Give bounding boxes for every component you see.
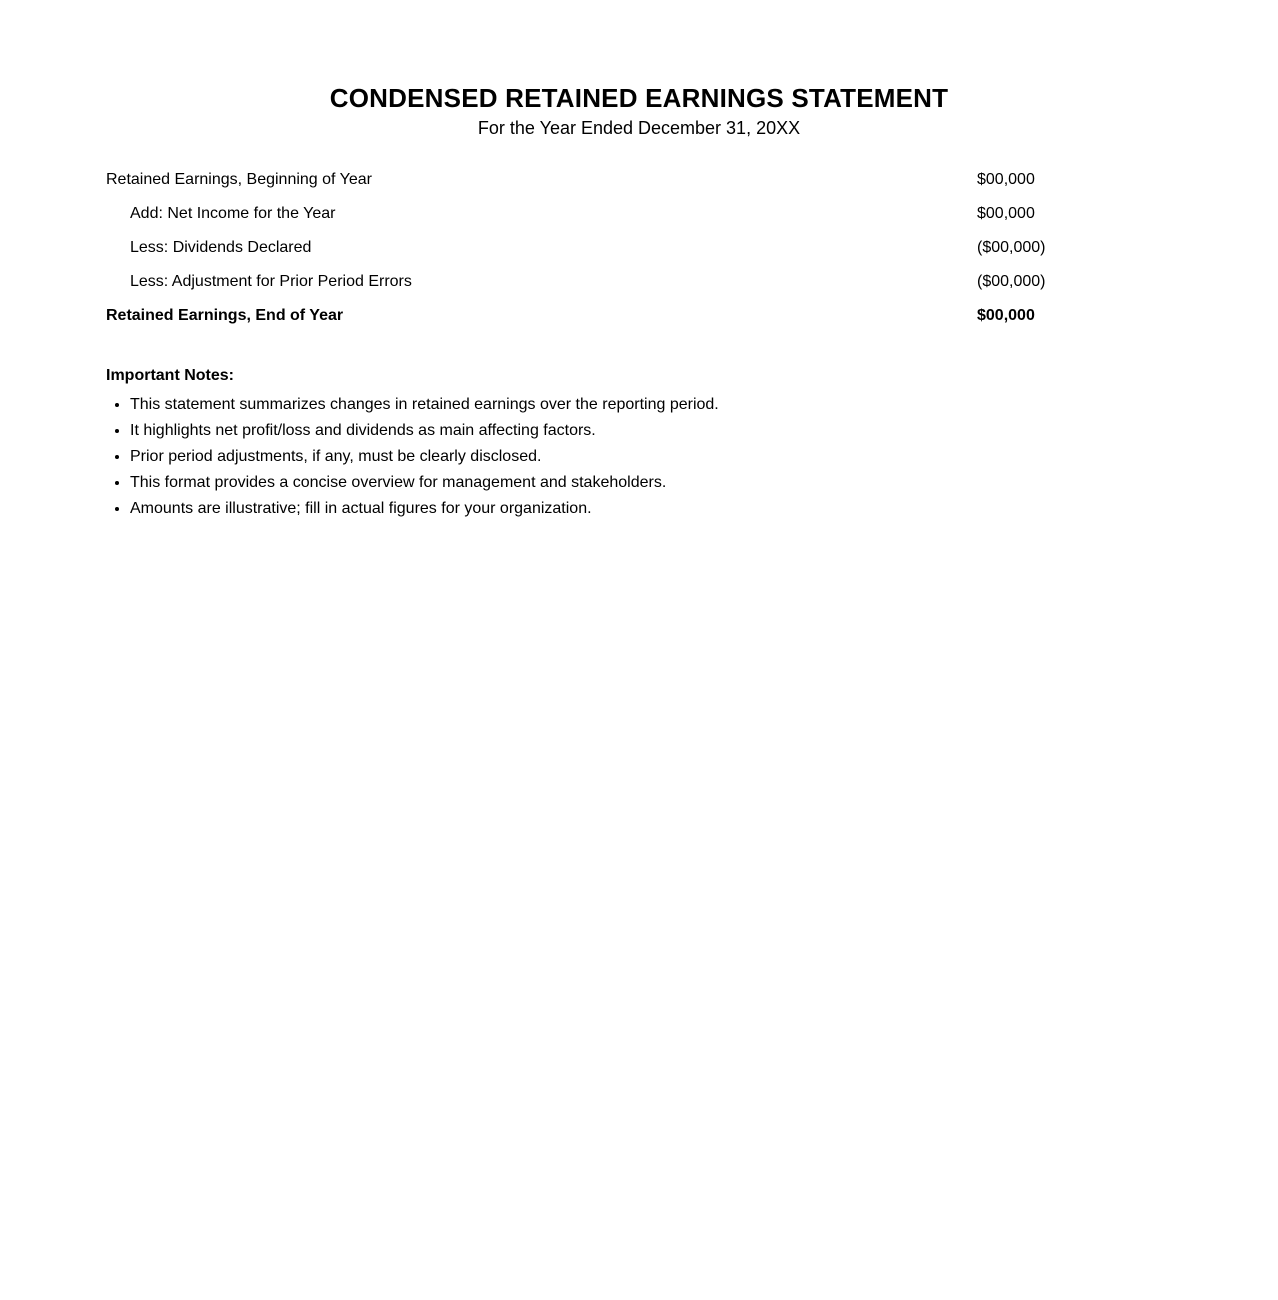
notes-heading: Important Notes: — [106, 367, 234, 384]
row-amount: ($00,000) — [977, 239, 1046, 256]
list-item: • This statement summarizes changes in retained earnings over the reporting period. — [130, 392, 1106, 418]
row-amount: $00,000 — [977, 205, 1035, 222]
row-label: Retained Earnings, End of Year — [106, 307, 344, 324]
period-subtitle: For the Year Ended December 31, 20XX — [477, 118, 801, 138]
list-item: • Amounts are illustrative; fill in actual figures for your organization. — [130, 496, 1106, 522]
statement-row-dividends — [106, 231, 1106, 265]
list-item: • It highlights net profit/loss and dividends as main affecting factors. — [130, 418, 1106, 444]
page-title: CONDENSED RETAINED EARNINGS STATEMENT — [329, 83, 949, 113]
row-label: Retained Earnings, Beginning of Year — [106, 171, 372, 188]
row-label: Less: Adjustment for Prior Period Errors — [130, 273, 412, 290]
statement-row-ending-balance — [106, 299, 1106, 333]
list-item: • This format provides a concise overview for management and stakeholders. — [130, 470, 1106, 496]
list-item: • Prior period adjustments, if any, must be clearly disclosed. — [130, 444, 1106, 470]
statement-table — [106, 163, 1106, 333]
row-amount: $00,000 — [977, 307, 1035, 324]
statement-row-net-income — [106, 197, 1106, 231]
statement-header — [0, 80, 1278, 140]
statement-row-prior-period-adjustment — [106, 265, 1106, 299]
row-label: Less: Dividends Declared — [130, 239, 312, 256]
row-amount: $00,000 — [977, 171, 1035, 188]
notes-list — [106, 392, 1106, 522]
row-amount: ($00,000) — [977, 273, 1046, 290]
row-label: Add: Net Income for the Year — [130, 205, 336, 222]
statement-row-beginning-balance — [106, 163, 1106, 197]
notes-section — [106, 364, 1106, 522]
